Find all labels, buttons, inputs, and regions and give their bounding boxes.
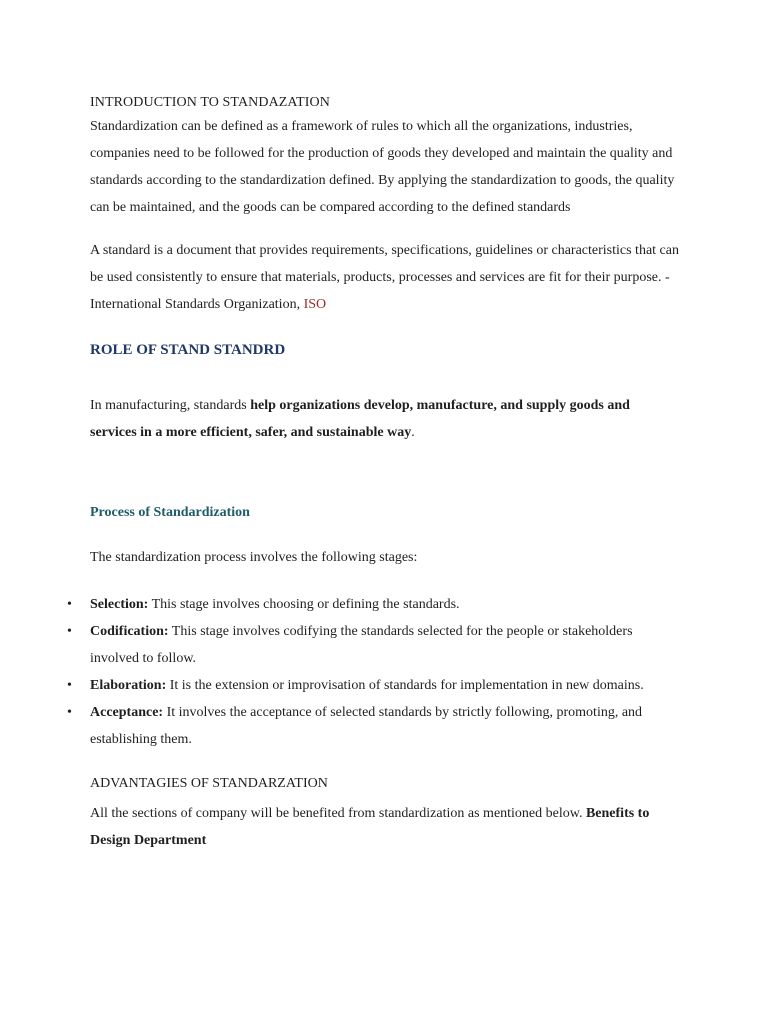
role-text-before: In manufacturing, standards: [90, 398, 251, 413]
stage-term: Selection:: [90, 597, 149, 612]
advantages-text: All the sections of company will be benefited from standardization as mentioned below.: [90, 806, 586, 821]
advantages-paragraph: [90, 800, 680, 854]
role-text-bold: help organizations develop, manufacture, and supply goods and services in a more efficient, safer, and sustainable way: [90, 398, 630, 440]
stages-list: [67, 591, 680, 753]
stage-desc: This stage involves choosing or defining the standards.: [148, 597, 460, 612]
stage-term: Elaboration:: [90, 678, 167, 693]
bullet-icon: •: [67, 624, 72, 639]
stage-desc: It involves the acceptance of selected standards by strictly following, promoting, and establishing them.: [90, 705, 643, 747]
stage-desc: This stage involves codifying the standards selected for the people or stakeholders involved to follow.: [90, 624, 633, 666]
stage-term: Codification:: [90, 624, 169, 639]
process-intro: The standardization process involves the following stages:: [90, 550, 418, 565]
advantages-heading: ADVANTAGIES OF STANDARZATION: [90, 776, 328, 791]
role-paragraph: [90, 392, 680, 446]
list-item: [67, 618, 680, 672]
bullet-icon: •: [67, 705, 72, 720]
role-text-after: .: [411, 425, 415, 440]
stage-term: Acceptance:: [90, 705, 164, 720]
iso-link[interactable]: ISO: [303, 297, 327, 312]
process-heading: Process of Standardization: [90, 505, 250, 520]
bullet-icon: •: [67, 597, 72, 612]
document-body: [67, 94, 680, 854]
advantages-text-bold: Benefits to Design Department: [90, 806, 650, 848]
intro-paragraph: Standardization can be defined as a framework of rules to which all the organizations, industries, companies need to be followed for the production of goods they developed and maintain the quality and standards according to the standardization defined. By applying the standardization to goods, the quality can be maintained, and the goods can be compared according to the defined standards: [90, 119, 675, 215]
list-item: [67, 699, 680, 753]
bullet-icon: •: [67, 678, 72, 693]
list-item: [67, 672, 680, 699]
iso-quote-paragraph: [90, 237, 680, 318]
role-heading: ROLE OF STAND STANDRD: [90, 342, 286, 358]
iso-quote-text: A standard is a document that provides requirements, specifications, guidelines or characteristics that can be used consistently to ensure that materials, products, processes and services are fit for their purpose. - International Standards Organization,: [90, 243, 679, 312]
list-item: [67, 591, 680, 618]
intro-heading: INTRODUCTION TO STANDAZATION: [90, 95, 330, 110]
stage-desc: It is the extension or improvisation of standards for implementation in new domains.: [166, 678, 644, 693]
